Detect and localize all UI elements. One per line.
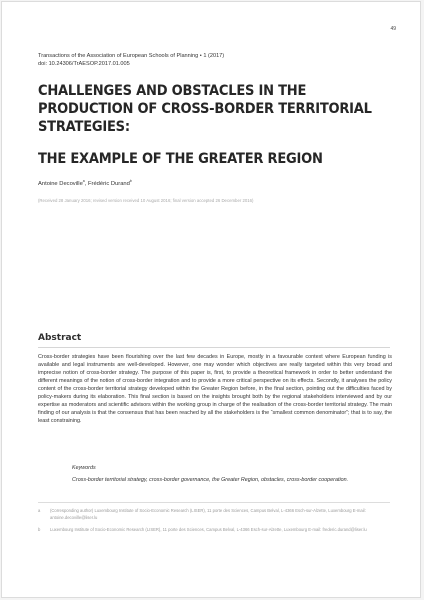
footnote-a: [38, 508, 390, 521]
authors: [38, 179, 132, 187]
abstract-text: Cross-border strategies have been flourishing over the last few decades in Europe, mostly in a favourable context where European funding is available and legal instruments are well-developed. However, one may wonder which objectives are really targeted within this very broad and imprecise notion of cross-border strategy. The purpose of this paper is, first, to provide a theoretical framework in order to better understand the different meanings of the notion of cross-border integration and to provide a more critical perspective on its effects. Secondly, it analyses the policy content of the cross-border territorial strategy developed within the Greater Region before, in the final section, pointing out the difficulties faced by policy-makers during its elaboration. This final section is based on the insights brought both by the regional stakeholders interviewed and by our expertise as moderators and scientific advisors within the working group in charge of the realisation of the cross-border territorial strategy. The main finding of our analysis is that the consensus that has been reached by all the stakeholders is the “smallest common denominator”; that is to say, the least constraining.: [38, 354, 392, 425]
footnote-a-text: (Corresponding author) Luxembourg Institute of Socio-Economic Research (LISER), 11 porte des Sciences, Campus Belval, L-4366 Esch-sur-Alzette, Luxembourg E-mail: antoine.decoville@liser.lu: [50, 508, 366, 520]
footnote-b-mark: b: [38, 527, 41, 532]
footnote-b-text: Luxembourg Institute of Socio-Economic Research (LISER), 11 porte des Sciences, Campus Belval, L-4366 Esch-sur-Alzette, Luxembourg E-mail: frederic.durand@liser.lu: [50, 527, 367, 532]
footnote-divider: [38, 502, 390, 503]
journal-info: [38, 52, 224, 68]
keywords-label: Keywords: [72, 465, 96, 471]
paper-subtitle: THE EXAMPLE OF THE GREATER REGION: [38, 151, 323, 167]
doi: doi: 10.24306/TrAESOP.2017.01.005: [38, 61, 130, 67]
title-line-3: STRATEGIES:: [38, 119, 130, 136]
title-line-1: CHALLENGES AND OBSTACLES IN THE: [38, 83, 307, 99]
received-dates: (Received 28 January 2016; revised version received 10 August 2016; final version accepted 26 December 2016): [38, 198, 254, 203]
footnote-b: [38, 527, 390, 534]
author-2-mark: b: [129, 179, 132, 183]
page-number: 49: [390, 26, 396, 32]
journal-citation: Transactions of the Association of European Schools of Planning • 1 (2017): [38, 53, 225, 59]
author-separator: ,: [84, 180, 88, 187]
title-line-2: PRODUCTION OF CROSS-BORDER TERRITORIAL: [38, 101, 372, 118]
paper-page: [1, 1, 421, 598]
abstract-heading: Abstract: [38, 333, 82, 343]
abstract-divider: [38, 347, 390, 348]
footnote-a-mark: a: [38, 508, 41, 513]
paper-title: [38, 82, 372, 137]
author-2: Frédéric Durand: [87, 180, 130, 187]
author-1-mark: a: [82, 179, 85, 183]
keywords-text: Cross-border territorial strategy, cross-border governance, the Greater Region, obstacles, cross-border cooperation.: [72, 477, 349, 483]
author-1: Antoine Decoville: [38, 180, 83, 187]
